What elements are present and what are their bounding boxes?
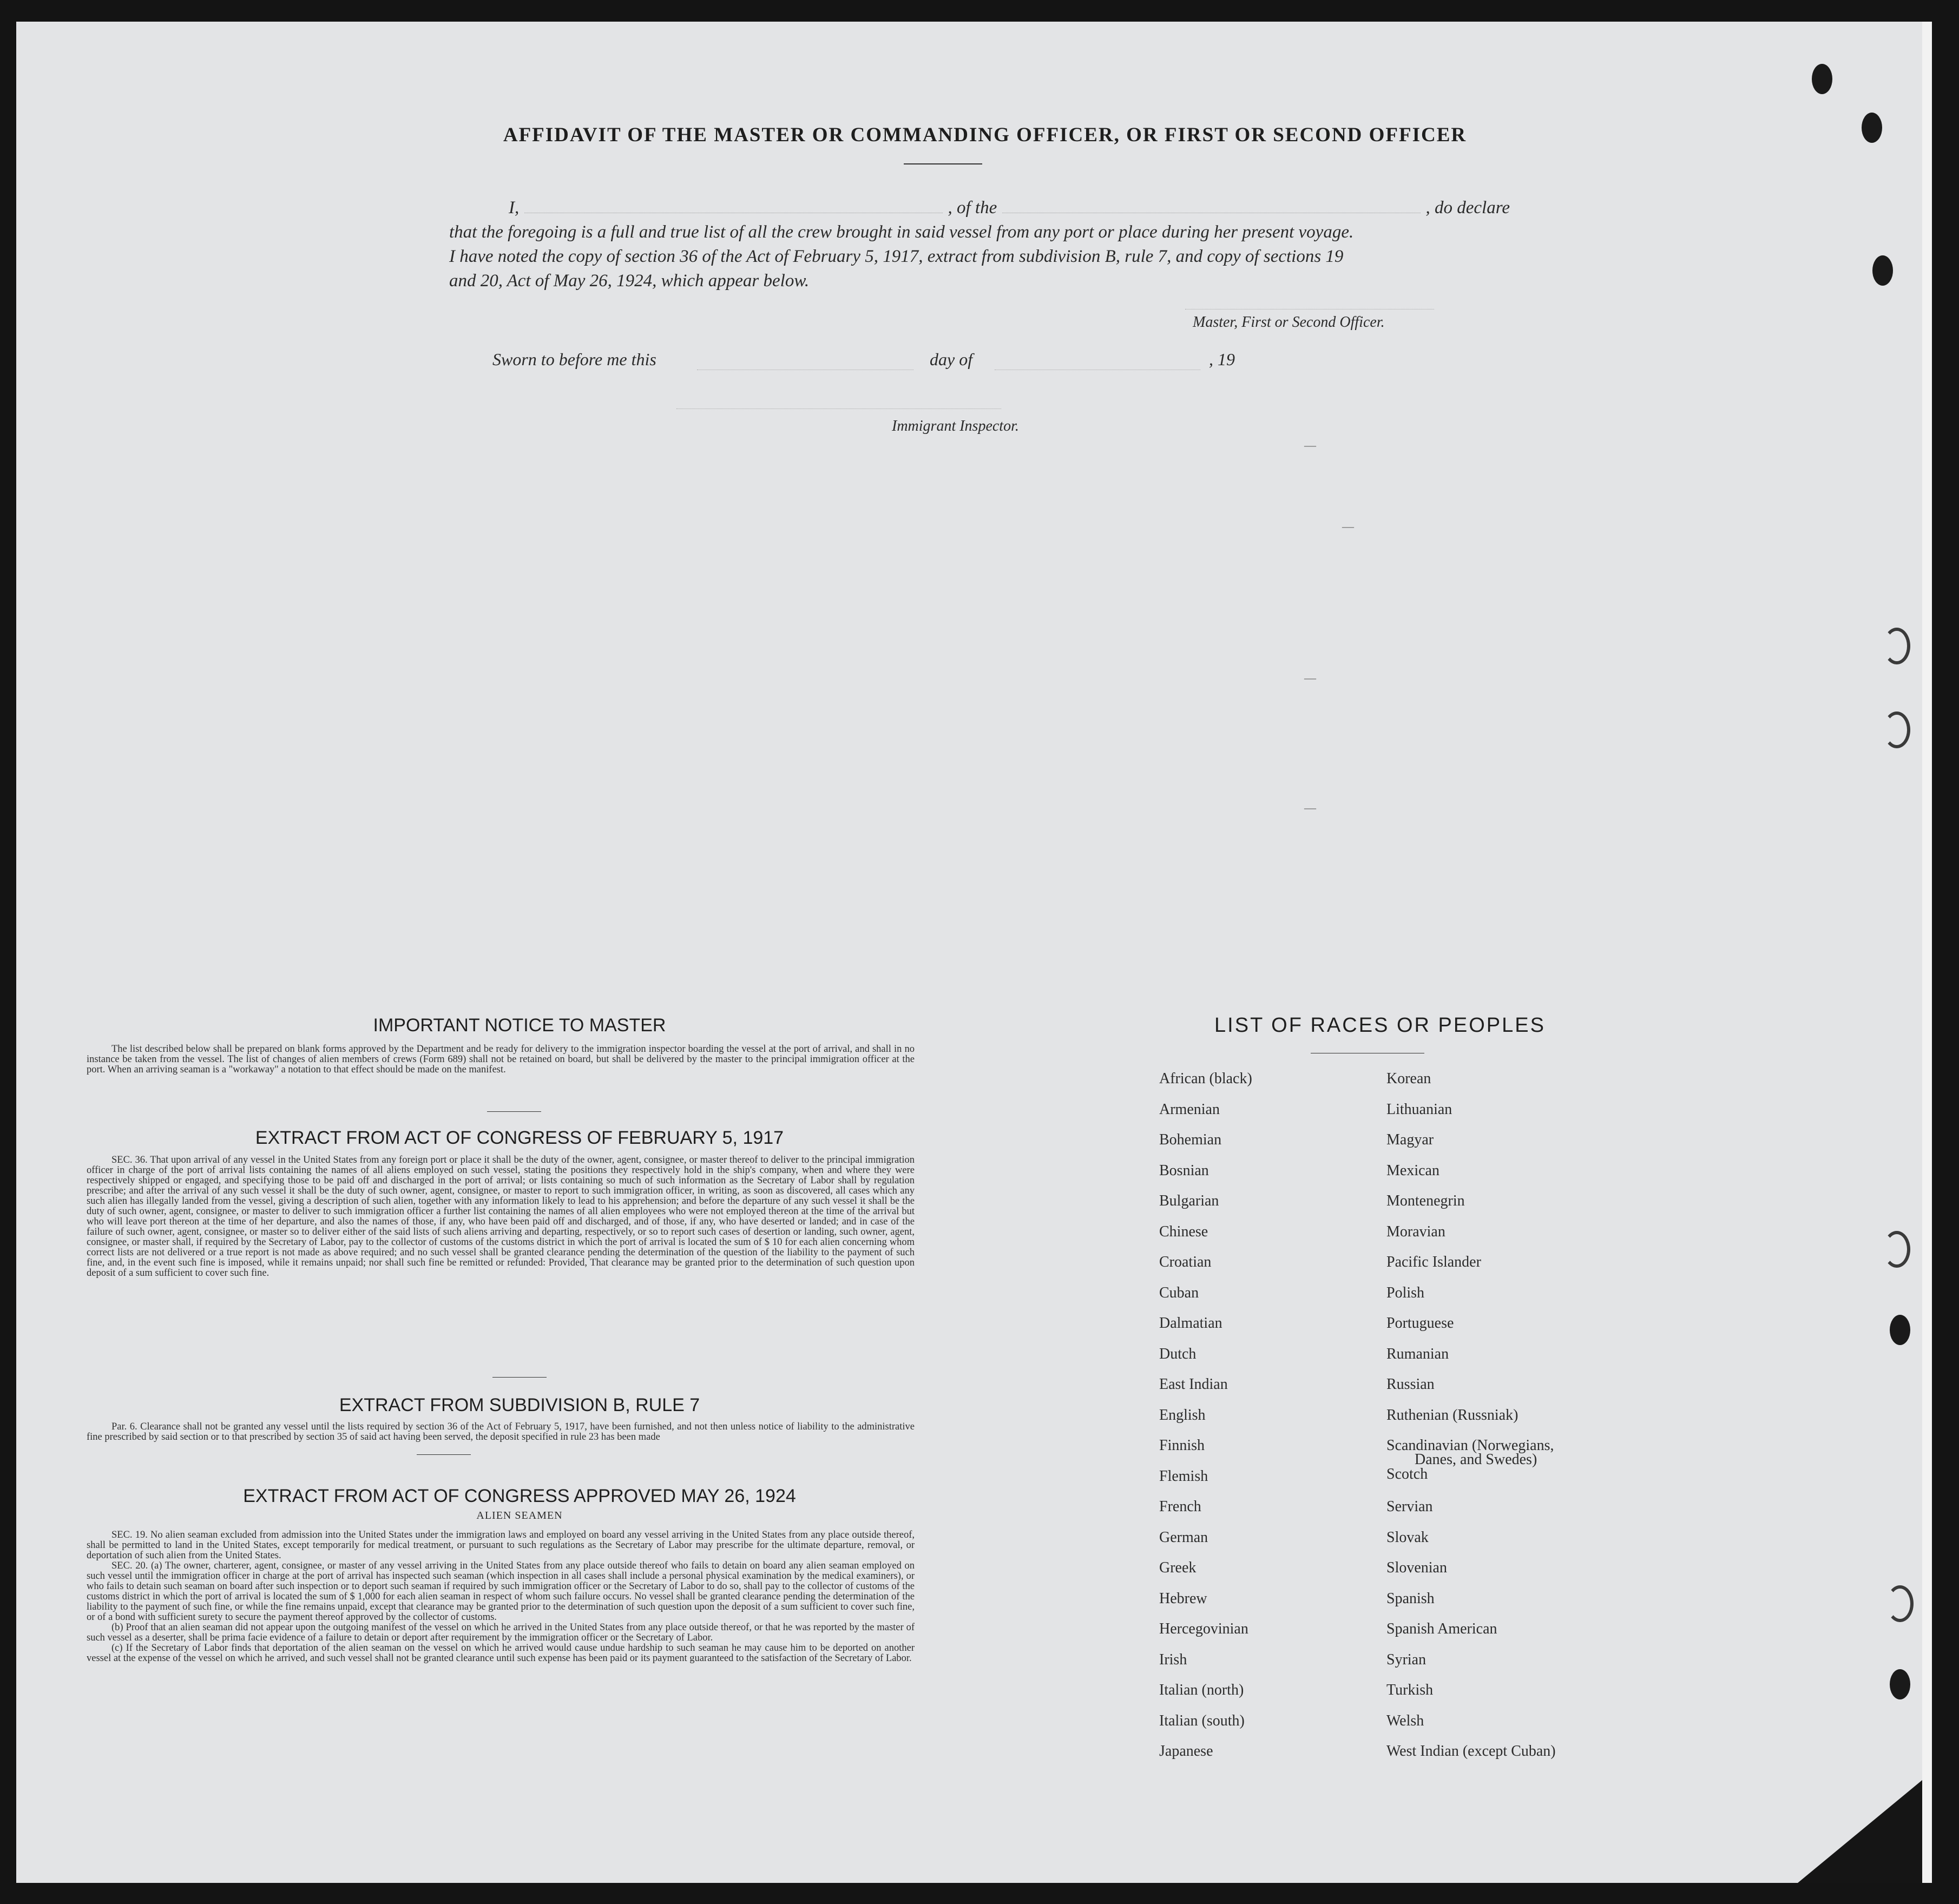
race-item: Scandinavian (Norwegians, (1386, 1437, 1554, 1454)
race-item: Chinese (1159, 1223, 1208, 1240)
race-item: Dutch (1159, 1345, 1197, 1362)
extract-1924-heading: EXTRACT FROM ACT OF CONGRESS APPROVED MAY 26, 1924 (243, 1486, 796, 1506)
race-item: Bulgarian (1159, 1193, 1219, 1209)
race-item: Irish (1159, 1651, 1187, 1668)
affidavit-title: AFFIDAVIT OF THE MASTER OR COMMANDING OFFICER, OR FIRST OR SECOND OFFICER (503, 124, 1467, 146)
race-item: Italian (south) (1159, 1712, 1245, 1729)
affidavit-body (449, 196, 1510, 293)
section-rule (417, 1454, 471, 1455)
race-item: German (1159, 1529, 1208, 1546)
rule7-text (87, 1422, 915, 1442)
year-label: , 19 (1209, 350, 1235, 369)
race-item: Servian (1386, 1498, 1433, 1515)
binder-hole (1872, 255, 1893, 286)
race-item: Magyar (1386, 1131, 1434, 1148)
notice-text (87, 1044, 915, 1075)
race-item: Welsh (1386, 1712, 1424, 1729)
race-item: Portuguese (1386, 1315, 1454, 1332)
race-item: West Indian (except Cuban) (1386, 1743, 1556, 1760)
sec-20a-paragraph: SEC. 20. (a) The owner, charterer, agent, consignee, or master of any vessel arriving in the United States from any place outside thereof who fails to detain on board any alien seaman employed on such vessel until the immigration officer in charge at the port of arrival has inspected such seaman (which inspection in all cases shall include a personal physical examination by the medical examiners), or who fails to detain such seaman on board after such inspection or to deport such seaman if required by such immigration officer or the Secretary of Labor to do so, shall pay to the collector of customs of the customs district in which the port of arrival is located the sum of $ 1,000 for each alien seaman in respect of whom such failure occurs. No vessel shall be granted clearance pending the determination of the liability to the payment of such fine, or while the fine remains unpaid, except that clearance may be granted prior to the determination of such question upon the deposit of a sum sufficient to cover such fine, or of a bond with sufficient surety to secure the payment thereof approved by the collector of customs. (87, 1560, 915, 1623)
section-rule (492, 1377, 547, 1378)
race-item: French (1159, 1498, 1201, 1515)
race-item: Bohemian (1159, 1131, 1222, 1148)
binder-hole (1883, 628, 1910, 664)
rule7-heading: EXTRACT FROM SUBDIVISION B, RULE 7 (339, 1395, 700, 1415)
rule7-paragraph: Par. 6. Clearance shall not be granted any vessel until the lists required by section 36 of the Act of February 5, 1917, have been furnished, and not then unless notice of liability to the administrative fine prescribed by said section or to that prescribed by section 35 of said act having been served, the deposit specified in rule 23 has been made (87, 1421, 915, 1442)
sec-20b-paragraph: (b) Proof that an alien seaman did not appear upon the outgoing manifest of the vessel on which he arrived in the United States from any place outside thereof, or that he was reported by the master of such vessel as a deserter, shall be prima facie evidence of a failure to detain or deport after requirement by the immigration officer or the Secretary of Labor. (87, 1622, 915, 1643)
binder-hole (1883, 711, 1910, 748)
inspector-label: Immigrant Inspector. (892, 418, 1019, 434)
binder-hole (1890, 1669, 1910, 1699)
race-item: Scotch (1386, 1465, 1428, 1483)
race-item: Dalmatian (1159, 1315, 1222, 1332)
race-item: Japanese (1159, 1743, 1213, 1760)
sworn-day-blank[interactable] (697, 369, 913, 370)
race-item: Flemish (1159, 1467, 1208, 1485)
race-item: Montenegrin (1386, 1193, 1465, 1209)
document-page (16, 22, 1932, 1883)
affidavit-i-label: I, (509, 198, 520, 218)
race-item: Greek (1159, 1559, 1197, 1576)
notice-paragraph: The list described below shall be prepared on blank forms approved by the Department and be ready for delivery to the immigration inspector boarding the vessel at the port of arrival, and shall in no instance be taken from the vessel. The list of changes of alien members of crews (Form 689) shall not be retained on board, but shall be delivered by the master to the principal immigration officer at the port. When an arriving seaman is a "workaway" a notation to that effect should be made on the manifest. (87, 1044, 915, 1075)
race-item: English (1159, 1406, 1206, 1424)
extract-1917-paragraph: SEC. 36. That upon arrival of any vessel in the United States from any foreign port or place it shall be the duty of the owner, agent, consignee, or master thereof to deliver to the principal immigration officer in charge of the port of arrival lists containing the names of all aliens employed on such vessel, stating the positions they respectively hold in the ship's company, when and where they were respectively shipped or engaged, and specifying those to be paid off and discharged in the port of arrival; or lists containing so much of such information as the Secretary of Labor shall by regulation prescribe; and after the arrival of any such vessel it shall be the duty of such owner, agent, consignee, or master to report to such immigration officer, in writing, as soon as discovered, all cases which any such alien has illegally landed from the vessel, giving a description of such alien, together with any information likely to lead to his apprehension; and before the departure of any such vessel it shall be the duty of such owner, agent, consignee, or master to deliver to such immigration officer a further list containing the names of all alien employees who were not employed thereon at the time of the arrival but who will leave port thereon at the time of her departure, and also the names of those, if any, who have been paid off and discharged, and of those, if any, who have deserted or landed; and in case of the failure of such owner, agent, consignee, or master so to deliver either of the said lists of such aliens arriving and departing, respectively, or so to report such cases of desertion or landing, such owner, agent, consignee, or master shall, if required by the Secretary of Labor, pay to the collector of customs of the customs district in which the port of arrival is located the sum of $ 10 for each alien concerning whom correct lists are not delivered or a true report is not made as above required; and no such vessel shall be granted clearance pending the determination of the question of the liability to the payment of such fine, and, in the event such fine is imposed, while it remains unpaid; nor shall such fine be remitted or refunded: Provided, That clearance may be granted prior to the determination of such question upon deposit of a sum sufficient to cover such fine. (87, 1155, 915, 1279)
race-item: Hebrew (1159, 1590, 1207, 1607)
race-item: Slovenian (1386, 1559, 1447, 1576)
binder-hole (1812, 64, 1832, 94)
day-of-label: day of (930, 350, 973, 369)
sworn-label: Sworn to before me this (492, 350, 656, 369)
race-item: Korean (1386, 1070, 1431, 1087)
race-item: Croatian (1159, 1254, 1212, 1270)
race-item: Moravian (1386, 1223, 1445, 1240)
sworn-month-blank[interactable] (995, 369, 1200, 370)
race-item: Rumanian (1386, 1345, 1449, 1362)
affidavit-line-1 (449, 196, 1510, 220)
race-item: Hercegovinian (1159, 1620, 1248, 1637)
race-item: African (black) (1159, 1070, 1252, 1087)
binder-hole (1890, 1315, 1910, 1345)
declare-label: , do declare (1425, 198, 1510, 218)
races-heading: LIST OF RACES OR PEOPLES (1214, 1014, 1546, 1037)
sec-19-paragraph: SEC. 19. No alien seaman excluded from admission into the United States under the immigration laws and employed on board any vessel arriving in the United States from any place outside thereof, shall be permitted to land in the United States, except temporarily for medical treatment, or pursuant to such regulations as the Secretary of Labor may prescribe for the ultimate departure, removal, or deportation of such alien from the United States. (87, 1530, 915, 1561)
race-item: Finnish (1159, 1437, 1205, 1454)
race-item: Armenian (1159, 1101, 1220, 1118)
stray-mark: — (1304, 801, 1316, 814)
race-item: Italian (north) (1159, 1682, 1244, 1698)
binder-hole (1886, 1585, 1914, 1622)
section-rule (487, 1111, 541, 1112)
master-label: Master, First or Second Officer. (1193, 314, 1385, 331)
race-item: Cuban (1159, 1284, 1199, 1301)
race-item: Bosnian (1159, 1162, 1209, 1179)
race-item: Spanish (1386, 1590, 1435, 1607)
race-item: Syrian (1386, 1651, 1426, 1668)
extract-1917-heading: EXTRACT FROM ACT OF CONGRESS OF FEBRUARY 5, 1917 (255, 1128, 784, 1148)
race-item: Ruthenian (Russniak) (1386, 1406, 1518, 1424)
affidavit-line-4: and 20, Act of May 26, 1924, which appear below. (449, 271, 810, 291)
extract-1917-text (87, 1155, 915, 1279)
race-item: Turkish (1386, 1682, 1434, 1698)
race-item: Danes, and Swedes) (1415, 1451, 1537, 1468)
race-item: Spanish American (1386, 1620, 1497, 1637)
affidavit-line-2: that the foregoing is a full and true list of all the crew brought in said vessel from any port or place during her present voyage. (449, 222, 1354, 242)
binder-hole (1862, 113, 1882, 143)
extract-1924-subheading: ALIEN SEAMEN (476, 1510, 563, 1521)
race-item: Polish (1386, 1284, 1425, 1301)
race-item: Pacific Islander (1386, 1254, 1481, 1270)
of-the-label: , of the (948, 198, 997, 218)
stray-mark: — (1304, 438, 1316, 452)
extract-1924-text (87, 1530, 915, 1664)
race-item: Mexican (1386, 1162, 1439, 1179)
race-item: Slovak (1386, 1529, 1429, 1546)
race-item: East Indian (1159, 1376, 1228, 1393)
page-corner-shadow (1798, 1780, 1922, 1883)
binder-hole (1883, 1231, 1910, 1268)
stray-mark: — (1342, 519, 1354, 533)
notice-heading: IMPORTANT NOTICE TO MASTER (373, 1015, 666, 1036)
master-signature-line[interactable] (1185, 308, 1434, 309)
race-item: Russian (1386, 1376, 1435, 1393)
inspector-signature-line[interactable] (676, 408, 1001, 409)
affidavit-line-3: I have noted the copy of section 36 of the Act of February 5, 1917, extract from subdivision B, rule 7, and copy of sections 19 (449, 247, 1344, 266)
title-rule (904, 163, 982, 164)
stray-mark: — (1304, 671, 1316, 684)
race-item: Lithuanian (1386, 1101, 1452, 1118)
sec-20c-paragraph: (c) If the Secretary of Labor finds that deportation of the alien seaman on the vessel on which he arrived would cause undue hardship to such seaman he may cause him to be deported on another vessel at the expense of the vessel on which he arrived, and such vessel shall not be granted clearance until such expense has been paid or its payment guaranteed to the satisfaction of the Secretary of Labor. (87, 1643, 915, 1664)
